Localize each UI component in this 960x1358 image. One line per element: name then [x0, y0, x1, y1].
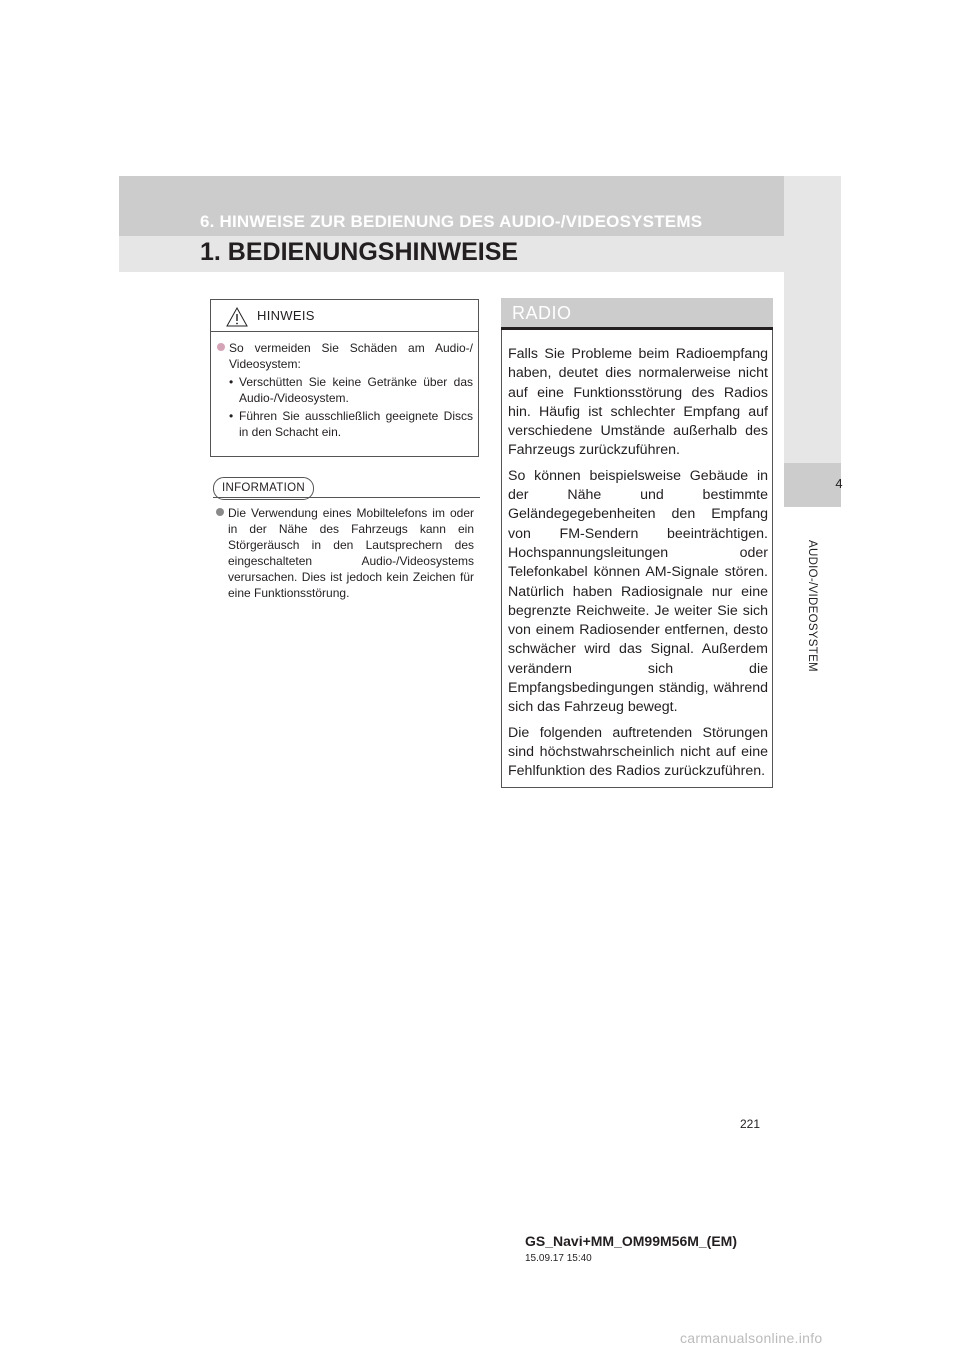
document-code: GS_Navi+MM_OM99M56M_(EM)	[525, 1233, 738, 1249]
hinweis-sub-text: Verschütten Sie keine Getränke über das Audio-/Videosystem.	[239, 375, 473, 405]
sub-bullet-marker: •	[229, 375, 234, 389]
hinweis-sub-text: Führen Sie ausschließlich geeignete Discs in den Schacht ein.	[239, 409, 473, 439]
chapter-label: AUDIO-/VIDEOSYSTEM	[806, 540, 818, 672]
hinweis-box	[210, 299, 479, 457]
radio-paragraph: So können beispielsweise Gebäude in der Nähe und bestimmte Geländegegebenheiten den Empfang von FM-Sendern beeinträchtigen. Hochspannungsleitungen oder Telefonkabel können AM-Signale stören. Natürlich haben Radiosignale nur eine begrenzte Reichweite. Je weiter Sie sich von einem Radiosender entfernen, desto schwächer wird das Signal. Außerdem verändern sich die Empfangsbedingungen ständig, während sich das Fahrzeug bewegt.	[508, 467, 768, 716]
radio-paragraph: Falls Sie Probleme beim Radioempfang haben, deutet dies normalerweise nicht auf eine Funktionsstörung des Radios hin. Häufig ist schlechter Empfang auf verschiedene Umstände außerhalb des Fahrzeugs zurückzuführen.	[508, 346, 768, 459]
hinweis-bullet	[217, 340, 473, 372]
page-title: 1. BEDIENUNGSHINWEISE	[200, 238, 519, 266]
radio-header	[501, 298, 773, 330]
warning-triangle-icon	[225, 306, 249, 328]
information-bullet-text: Die Verwendung eines Mobiltelefons im oder in der Nähe des Fahrzeugs kann ein Störgeräusch in den Lautsprechern des eingeschalteten Audio-/Videosystems verursachen. Dies ist jedoch kein Zeichen für eine Funktionsstörung.	[228, 506, 474, 600]
radio-body	[508, 345, 768, 788]
chapter-strip	[784, 176, 841, 463]
chapter-number: 4	[835, 476, 843, 491]
bullet-icon	[216, 508, 224, 516]
radio-title: RADIO	[512, 303, 572, 323]
sub-bullet-marker: •	[229, 409, 234, 423]
watermark: carmanualsonline.info	[680, 1330, 823, 1346]
information-tag: INFORMATION	[213, 477, 314, 500]
hinweis-header	[211, 300, 478, 332]
section-title: 6. HINWEISE ZUR BEDIENUNG DES AUDIO-/VIDEOSYSTEMS	[200, 212, 703, 231]
hinweis-sub-item	[217, 408, 473, 440]
information-bullet	[216, 505, 474, 601]
print-timestamp: 15.09.17 15:40	[525, 1253, 592, 1264]
radio-paragraph: Die folgenden auftretenden Störungen sind höchstwahrscheinlich nicht auf eine Fehlfunktion des Radios zurückzuführen.	[508, 724, 768, 780]
bullet-icon	[217, 343, 225, 351]
hinweis-bullet-text: So vermeiden Sie Schäden am Audio-/ Videosystem:	[229, 341, 473, 371]
page-number: 221	[740, 1117, 761, 1131]
hinweis-body	[217, 340, 473, 440]
hinweis-sub-item	[217, 374, 473, 406]
information-body	[216, 505, 474, 601]
hinweis-title: HINWEIS	[257, 308, 315, 323]
information-divider	[213, 497, 480, 498]
